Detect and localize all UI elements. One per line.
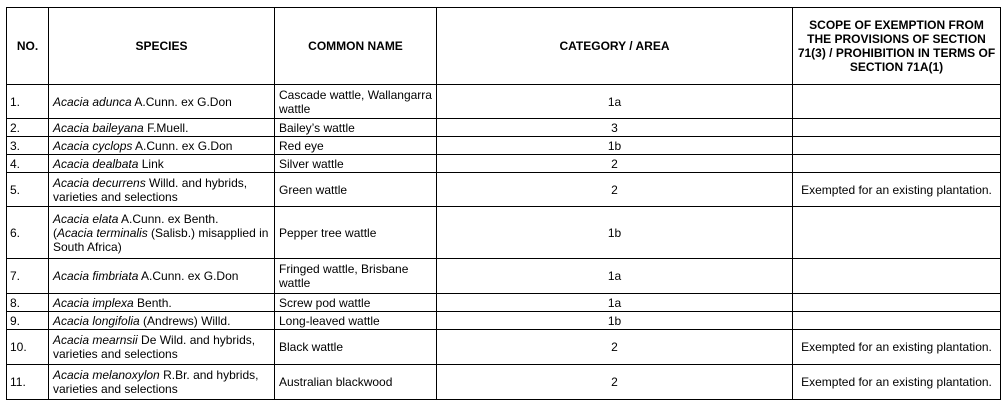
species-synonym-author: (Salisb.) misapplied in South Africa) xyxy=(53,225,269,254)
table-row xyxy=(7,294,1001,312)
table-row xyxy=(7,173,1001,207)
scope-cell: Exempted for an existing plantation. xyxy=(793,173,1001,207)
category-cell: 1a xyxy=(437,259,793,294)
row-number: 2. xyxy=(7,119,49,137)
row-number: 8. xyxy=(7,294,49,312)
species-name: Acacia baileyana xyxy=(53,120,144,135)
species-cell xyxy=(49,173,275,207)
species-name: Acacia longifolia xyxy=(53,313,140,328)
species-author: A.Cunn. ex G.Don xyxy=(138,269,239,283)
scope-cell xyxy=(793,259,1001,294)
species-name: Acacia dealbata xyxy=(53,156,139,171)
species-cell xyxy=(49,119,275,137)
category-cell: 2 xyxy=(437,330,793,365)
species-author: Link xyxy=(138,156,164,171)
species-paren: ( xyxy=(53,225,57,240)
table-row xyxy=(7,119,1001,137)
header-scope: SCOPE OF EXEMPTION FROM THE PROVISIONS OF SECTION 71(3) / PROHIBITION IN TERMS OF SECTION 71A(1) xyxy=(793,8,1001,85)
row-number: 10. xyxy=(7,330,49,365)
row-number: 3. xyxy=(7,137,49,155)
header-row xyxy=(7,8,1001,85)
common-name-cell: Pepper tree wattle xyxy=(275,207,437,259)
table-row xyxy=(7,365,1001,400)
species-name: Acacia cyclops xyxy=(53,138,133,153)
common-name-cell: Screw pod wattle xyxy=(275,294,437,312)
species-author: Benth. xyxy=(133,295,172,310)
common-name-cell: Fringed wattle, Brisbane wattle xyxy=(275,259,437,294)
table-row xyxy=(7,85,1001,119)
category-cell: 1a xyxy=(437,294,793,312)
row-number: 7. xyxy=(7,259,49,294)
scope-cell xyxy=(793,137,1001,155)
common-name-cell: Green wattle xyxy=(275,173,437,207)
scope-cell: Exempted for an existing plantation. xyxy=(793,330,1001,365)
table-row xyxy=(7,137,1001,155)
category-cell: 3 xyxy=(437,119,793,137)
species-author: A.Cunn. ex G.Don xyxy=(131,94,232,109)
scope-cell xyxy=(793,155,1001,173)
category-cell: 1b xyxy=(437,312,793,330)
species-cell xyxy=(49,155,275,173)
species-cell xyxy=(49,85,275,119)
row-number: 11. xyxy=(7,365,49,400)
species-author: A.Cunn. ex G.Don xyxy=(132,138,233,153)
header-no: NO. xyxy=(7,8,49,85)
common-name-cell: Black wattle xyxy=(275,330,437,365)
row-number: 5. xyxy=(7,173,49,207)
scope-cell xyxy=(793,207,1001,259)
header-common-name: COMMON NAME xyxy=(275,8,437,85)
common-name-cell: Silver wattle xyxy=(275,155,437,173)
species-synonym-name: Acacia terminalis xyxy=(57,225,148,240)
category-cell: 2 xyxy=(437,173,793,207)
category-cell: 1b xyxy=(437,207,793,259)
species-cell xyxy=(49,330,275,365)
species-cell xyxy=(49,312,275,330)
common-name-cell: Australian blackwood xyxy=(275,365,437,400)
scope-cell xyxy=(793,294,1001,312)
category-cell: 2 xyxy=(437,365,793,400)
species-name: Acacia elata xyxy=(53,211,119,226)
species-author: F.Muell. xyxy=(143,120,189,135)
table-row xyxy=(7,259,1001,294)
species-author: R.Br. and hybrids, varieties and selections xyxy=(53,368,259,396)
common-name-cell: Red eye xyxy=(275,137,437,155)
species-name: Acacia decurrens xyxy=(53,175,146,190)
species-cell xyxy=(49,294,275,312)
table-row xyxy=(7,312,1001,330)
species-name: Acacia mearnsii xyxy=(53,333,138,347)
table-row xyxy=(7,330,1001,365)
scope-cell xyxy=(793,119,1001,137)
species-author: (Andrews) Willd. xyxy=(139,313,231,328)
row-number: 9. xyxy=(7,312,49,330)
species-name: Acacia implexa xyxy=(53,295,134,310)
species-author: Willd. and hybrids, varieties and selections xyxy=(53,175,248,204)
species-cell xyxy=(49,137,275,155)
header-species: SPECIES xyxy=(49,8,275,85)
species-author: A.Cunn. ex Benth. xyxy=(118,211,219,226)
species-name: Acacia adunca xyxy=(53,94,132,109)
species-name: Acacia fimbriata xyxy=(53,269,139,283)
category-cell: 2 xyxy=(437,155,793,173)
header-category: CATEGORY / AREA xyxy=(437,8,793,85)
category-cell: 1b xyxy=(437,137,793,155)
species-cell xyxy=(49,365,275,400)
common-name-cell: Bailey’s wattle xyxy=(275,119,437,137)
row-number: 6. xyxy=(7,207,49,259)
species-table xyxy=(6,7,1001,400)
species-cell xyxy=(49,259,275,294)
species-author: De Wild. and hybrids, varieties and selections xyxy=(53,333,256,361)
scope-cell: Exempted for an existing plantation. xyxy=(793,365,1001,400)
species-name: Acacia melanoxylon xyxy=(53,368,160,382)
scope-cell xyxy=(793,85,1001,119)
common-name-cell: Long-leaved wattle xyxy=(275,312,437,330)
row-number: 1. xyxy=(7,85,49,119)
table-row xyxy=(7,155,1001,173)
table-row xyxy=(7,207,1001,259)
category-cell: 1a xyxy=(437,85,793,119)
scope-cell xyxy=(793,312,1001,330)
species-cell xyxy=(49,207,275,259)
row-number: 4. xyxy=(7,155,49,173)
common-name-cell: Cascade wattle, Wallangarra wattle xyxy=(275,85,437,119)
